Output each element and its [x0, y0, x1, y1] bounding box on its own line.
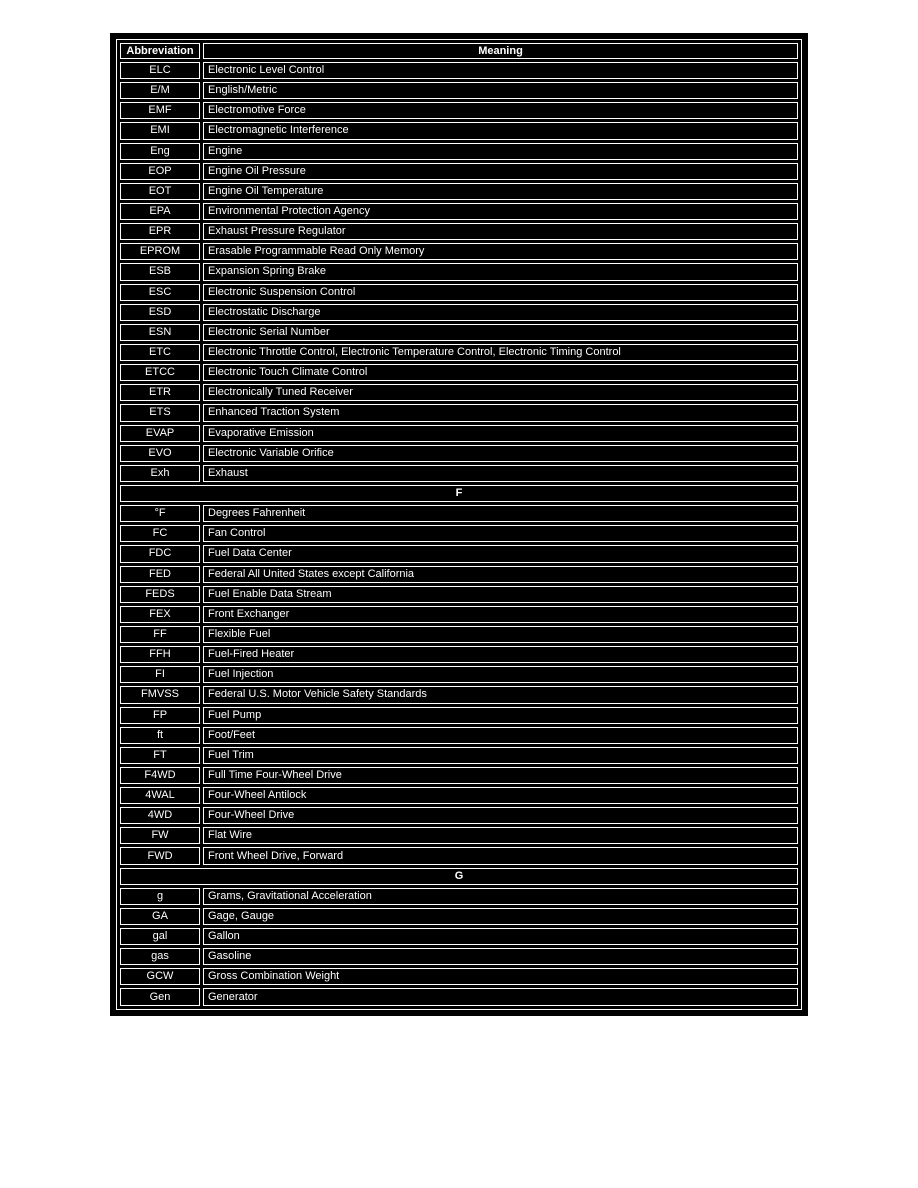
abbreviation-cell: Eng [120, 143, 200, 160]
meaning-cell: Evaporative Emission [203, 425, 798, 442]
meaning-cell: Four-Wheel Drive [203, 807, 798, 824]
table-row [120, 203, 798, 220]
abbreviation-cell: ETC [120, 344, 200, 361]
meaning-cell: Engine [203, 143, 798, 160]
section-label: F [120, 485, 798, 502]
meaning-cell: Fuel Enable Data Stream [203, 586, 798, 603]
abbreviation-cell: ESN [120, 324, 200, 341]
table-row [120, 425, 798, 442]
meaning-cell: Electronic Serial Number [203, 324, 798, 341]
meaning-cell: Fan Control [203, 525, 798, 542]
meaning-cell: English/Metric [203, 82, 798, 99]
table-row [120, 767, 798, 784]
meaning-cell: Flat Wire [203, 827, 798, 844]
table-row [120, 82, 798, 99]
section-label: G [120, 868, 798, 885]
abbreviation-cell: 4WD [120, 807, 200, 824]
table-row [120, 827, 798, 844]
abbreviation-cell: EVO [120, 445, 200, 462]
abbreviation-cell: FF [120, 626, 200, 643]
abbreviation-cell: gal [120, 928, 200, 945]
table-row [120, 566, 798, 583]
abbreviation-cell: EPROM [120, 243, 200, 260]
meaning-cell: Engine Oil Pressure [203, 163, 798, 180]
meaning-cell: Foot/Feet [203, 727, 798, 744]
abbreviation-cell: EMI [120, 122, 200, 139]
header-abbreviation: Abbreviation [120, 43, 200, 59]
abbreviation-cell: EOT [120, 183, 200, 200]
meaning-cell: Front Wheel Drive, Forward [203, 847, 798, 864]
table-row [120, 928, 798, 945]
abbreviation-cell: E/M [120, 82, 200, 99]
meaning-cell: Electronic Touch Climate Control [203, 364, 798, 381]
abbreviation-cell: EPA [120, 203, 200, 220]
table-header-row [120, 43, 798, 59]
meaning-cell: Four-Wheel Antilock [203, 787, 798, 804]
meaning-cell: Expansion Spring Brake [203, 263, 798, 280]
table-body [120, 62, 798, 1006]
table-row [120, 243, 798, 260]
table-row [120, 908, 798, 925]
table-row [120, 344, 798, 361]
meaning-cell: Fuel Data Center [203, 545, 798, 562]
abbreviation-cell: FP [120, 707, 200, 724]
table-row [120, 384, 798, 401]
meaning-cell: Front Exchanger [203, 606, 798, 623]
meaning-cell: Grams, Gravitational Acceleration [203, 888, 798, 905]
abbreviation-cell: GCW [120, 968, 200, 985]
table-row [120, 747, 798, 764]
abbreviation-cell: EOP [120, 163, 200, 180]
meaning-cell: Fuel Trim [203, 747, 798, 764]
meaning-cell: Gross Combination Weight [203, 968, 798, 985]
table-row [120, 666, 798, 683]
abbreviation-cell: FED [120, 566, 200, 583]
table-row [120, 948, 798, 965]
meaning-cell: Gallon [203, 928, 798, 945]
abbreviation-cell: ESD [120, 304, 200, 321]
meaning-cell: Generator [203, 988, 798, 1006]
meaning-cell: Electronic Variable Orifice [203, 445, 798, 462]
abbreviation-cell: ESC [120, 284, 200, 301]
section-row [120, 485, 798, 502]
table-row [120, 686, 798, 703]
abbreviation-cell: F4WD [120, 767, 200, 784]
meaning-cell: Electromagnetic Interference [203, 122, 798, 139]
abbreviation-cell: EMF [120, 102, 200, 119]
table-row [120, 465, 798, 482]
meaning-cell: Degrees Fahrenheit [203, 505, 798, 522]
meaning-cell: Engine Oil Temperature [203, 183, 798, 200]
abbreviation-cell: FMVSS [120, 686, 200, 703]
abbreviation-cell: Gen [120, 988, 200, 1006]
table-row [120, 183, 798, 200]
table-row [120, 586, 798, 603]
abbreviation-cell: FDC [120, 545, 200, 562]
table-row [120, 404, 798, 421]
table-row [120, 364, 798, 381]
abbreviations-table-frame [110, 33, 808, 1016]
table-row [120, 223, 798, 240]
table-row [120, 646, 798, 663]
table-row [120, 102, 798, 119]
table-row [120, 727, 798, 744]
table-row [120, 324, 798, 341]
table-row [120, 888, 798, 905]
abbreviation-cell: ETR [120, 384, 200, 401]
header-meaning: Meaning [203, 43, 798, 59]
table-row [120, 62, 798, 79]
meaning-cell: Electromotive Force [203, 102, 798, 119]
abbreviation-cell: FEDS [120, 586, 200, 603]
abbreviation-cell: FFH [120, 646, 200, 663]
abbreviation-cell: ETCC [120, 364, 200, 381]
table-row [120, 545, 798, 562]
section-row [120, 868, 798, 885]
abbreviation-cell: FEX [120, 606, 200, 623]
meaning-cell: Federal All United States except California [203, 566, 798, 583]
table-row [120, 143, 798, 160]
table-row [120, 163, 798, 180]
meaning-cell: Fuel Pump [203, 707, 798, 724]
meaning-cell: Electrostatic Discharge [203, 304, 798, 321]
abbreviation-cell: EPR [120, 223, 200, 240]
abbreviation-cell: ESB [120, 263, 200, 280]
meaning-cell: Enhanced Traction System [203, 404, 798, 421]
abbreviation-cell: g [120, 888, 200, 905]
abbreviation-cell: FW [120, 827, 200, 844]
abbreviation-cell: ft [120, 727, 200, 744]
table-row [120, 263, 798, 280]
abbreviation-cell: Exh [120, 465, 200, 482]
table-row [120, 284, 798, 301]
meaning-cell: Exhaust [203, 465, 798, 482]
abbreviation-cell: ELC [120, 62, 200, 79]
meaning-cell: Fuel-Fired Heater [203, 646, 798, 663]
table-row [120, 525, 798, 542]
table-row [120, 707, 798, 724]
table-row [120, 445, 798, 462]
meaning-cell: Erasable Programmable Read Only Memory [203, 243, 798, 260]
abbreviation-cell: °F [120, 505, 200, 522]
meaning-cell: Electronic Suspension Control [203, 284, 798, 301]
meaning-cell: Electronic Throttle Control, Electronic Temperature Control, Electronic Timing Control [203, 344, 798, 361]
table-row [120, 787, 798, 804]
meaning-cell: Exhaust Pressure Regulator [203, 223, 798, 240]
abbreviation-cell: 4WAL [120, 787, 200, 804]
abbreviation-cell: FC [120, 525, 200, 542]
meaning-cell: Fuel Injection [203, 666, 798, 683]
table-row [120, 304, 798, 321]
meaning-cell: Gage, Gauge [203, 908, 798, 925]
table-row [120, 606, 798, 623]
meaning-cell: Full Time Four-Wheel Drive [203, 767, 798, 784]
abbreviations-table [116, 39, 802, 1010]
table-row [120, 847, 798, 864]
table-row [120, 122, 798, 139]
abbreviation-cell: FWD [120, 847, 200, 864]
meaning-cell: Flexible Fuel [203, 626, 798, 643]
abbreviation-cell: FT [120, 747, 200, 764]
table-row [120, 505, 798, 522]
meaning-cell: Electronic Level Control [203, 62, 798, 79]
meaning-cell: Environmental Protection Agency [203, 203, 798, 220]
abbreviation-cell: gas [120, 948, 200, 965]
abbreviation-cell: FI [120, 666, 200, 683]
meaning-cell: Gasoline [203, 948, 798, 965]
table-row [120, 968, 798, 985]
meaning-cell: Federal U.S. Motor Vehicle Safety Standards [203, 686, 798, 703]
table-row [120, 988, 798, 1006]
meaning-cell: Electronically Tuned Receiver [203, 384, 798, 401]
abbreviation-cell: ETS [120, 404, 200, 421]
table-row [120, 626, 798, 643]
abbreviation-cell: EVAP [120, 425, 200, 442]
table-row [120, 807, 798, 824]
abbreviation-cell: GA [120, 908, 200, 925]
